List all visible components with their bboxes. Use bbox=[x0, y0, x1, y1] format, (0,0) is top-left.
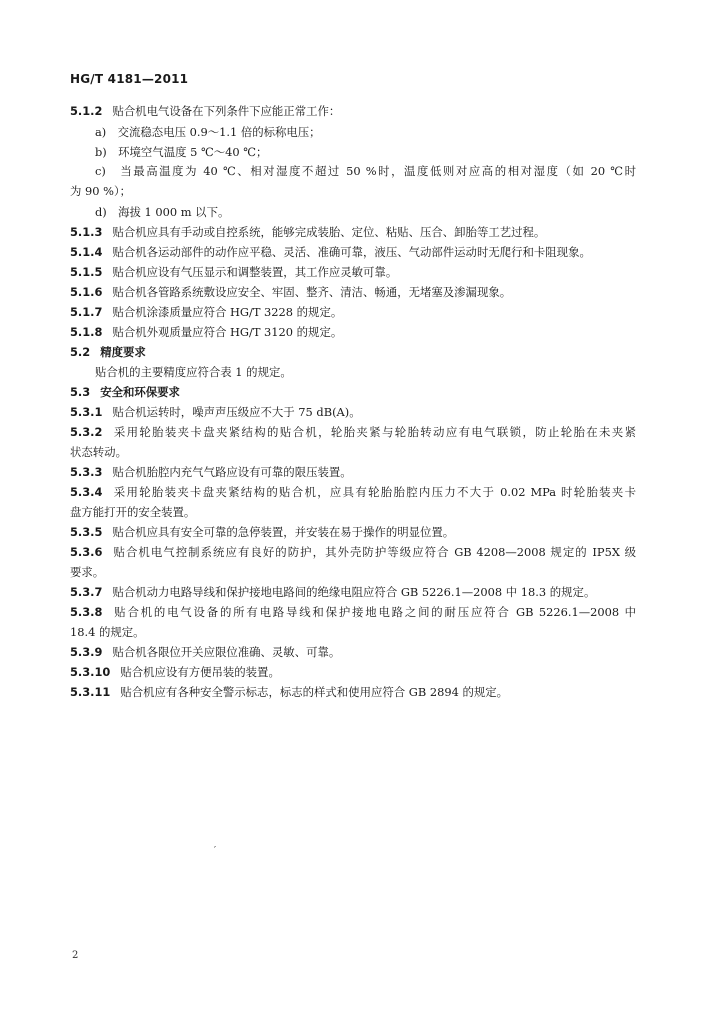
list-item-text: 为 90 %）； bbox=[70, 184, 132, 198]
list-item-c bbox=[95, 164, 636, 178]
clause-text: 贴合机动力电路导线和保护接地电路间的绝缘电阻应符合 GB 5226.1—2008 中 18.3 的规定。 bbox=[112, 585, 596, 599]
clause-text: 状态转动。 bbox=[70, 445, 127, 459]
section-5-2-text bbox=[95, 365, 292, 379]
clause-5-3-5 bbox=[70, 525, 454, 539]
clause-text: 贴合机应具有手动或自控系统，能够完成装胎、定位、粘贴、压合、卸胎等工艺过程。 bbox=[112, 225, 546, 239]
section-number: 5.2 bbox=[70, 345, 91, 359]
clause-5-3-2-cont bbox=[70, 445, 127, 459]
clause-5-3-11 bbox=[70, 685, 508, 699]
clause-5-3-6-cont bbox=[70, 565, 104, 579]
clause-5-3-4 bbox=[70, 485, 636, 499]
clause-number: 5.3.3 bbox=[70, 465, 103, 479]
clause-text: 贴合机各管路系统敷设应安全、牢固、整齐、清洁、畅通，无堵塞及渗漏现象。 bbox=[112, 285, 512, 299]
clause-5-1-2 bbox=[70, 104, 340, 118]
clause-number: 5.3.10 bbox=[70, 665, 111, 679]
clause-5-1-4 bbox=[70, 245, 591, 259]
standard-header: HG/T 4181—2011 bbox=[70, 72, 189, 86]
clause-5-1-7 bbox=[70, 305, 342, 319]
section-title: 精度要求 bbox=[100, 345, 146, 359]
clause-number: 5.3.2 bbox=[70, 425, 103, 439]
clause-number: 5.3.8 bbox=[70, 605, 103, 619]
clause-text: 贴合机应具有安全可靠的急停装置，并安装在易于操作的明显位置。 bbox=[112, 525, 455, 539]
clause-5-1-5 bbox=[70, 265, 397, 279]
clause-number: 5.3.1 bbox=[70, 405, 103, 419]
clause-text: 贴合机应设有方便吊装的装置。 bbox=[120, 665, 280, 679]
clause-5-3-10 bbox=[70, 665, 280, 679]
clause-text: 18.4 的规定。 bbox=[70, 625, 145, 639]
stray-mark: ′ bbox=[214, 846, 217, 856]
clause-number: 5.1.5 bbox=[70, 265, 103, 279]
clause-number: 5.3.6 bbox=[70, 545, 103, 559]
clause-5-3-7 bbox=[70, 585, 595, 599]
clause-5-3-8-cont bbox=[70, 625, 145, 639]
clause-5-3-2 bbox=[70, 425, 636, 439]
section-5-3-heading bbox=[70, 385, 180, 399]
clause-5-1-3 bbox=[70, 225, 545, 239]
clause-number: 5.1.8 bbox=[70, 325, 103, 339]
clause-text: 贴合机运转时，噪声声压级应不大于 75 dB(A)。 bbox=[112, 405, 361, 419]
clause-text: 贴合机应设有气压显示和调整装置，其工作应灵敏可靠。 bbox=[112, 265, 398, 279]
clause-5-3-6 bbox=[70, 545, 636, 559]
clause-number: 5.1.4 bbox=[70, 245, 103, 259]
list-item-b bbox=[95, 145, 267, 159]
clause-number: 5.1.6 bbox=[70, 285, 103, 299]
list-item-text: b) 环境空气温度 5 ℃～40 ℃； bbox=[95, 145, 268, 159]
clause-5-3-9 bbox=[70, 645, 340, 659]
clause-number: 5.3.5 bbox=[70, 525, 103, 539]
clause-5-3-3 bbox=[70, 465, 352, 479]
clause-5-3-8 bbox=[70, 605, 636, 619]
list-item-d bbox=[95, 205, 229, 219]
clause-number: 5.3.7 bbox=[70, 585, 103, 599]
clause-number: 5.3.11 bbox=[70, 685, 111, 699]
clause-text: 盘方能打开的安全装置。 bbox=[70, 505, 196, 519]
paragraph-text: 贴合机的主要精度应符合表 1 的规定。 bbox=[95, 365, 292, 379]
clause-text: 采用轮胎装夹卡盘夹紧结构的贴合机，应具有轮胎胎腔内压力不大于 0.02 MPa 时轮胎装夹卡 bbox=[112, 485, 636, 499]
list-item-a bbox=[95, 125, 321, 139]
section-number: 5.3 bbox=[70, 385, 91, 399]
clause-5-1-6 bbox=[70, 285, 511, 299]
section-title: 安全和环保要求 bbox=[100, 385, 180, 399]
clause-text: 贴合机外观质量应符合 HG/T 3120 的规定。 bbox=[112, 325, 343, 339]
page-number: 2 bbox=[72, 950, 79, 961]
section-5-2-heading bbox=[70, 345, 146, 359]
clause-5-3-4-cont bbox=[70, 505, 195, 519]
clause-text: 贴合机应有各种安全警示标志，标志的样式和使用应符合 GB 2894 的规定。 bbox=[120, 685, 509, 699]
clause-number: 5.3.4 bbox=[70, 485, 103, 499]
clause-number: 5.1.3 bbox=[70, 225, 103, 239]
clause-text: 贴合机电气控制系统应有良好的防护，其外壳防护等级应符合 GB 4208—2008 规定的 IP5X 级 bbox=[112, 545, 636, 559]
clause-text: 采用轮胎装夹卡盘夹紧结构的贴合机，轮胎夹紧与轮胎转动应有电气联锁，防止轮胎在未夹紧 bbox=[112, 425, 636, 439]
clause-number: 5.1.2 bbox=[70, 104, 103, 118]
list-item-c-cont bbox=[70, 184, 131, 198]
clause-5-3-1 bbox=[70, 405, 361, 419]
clause-number: 5.3.9 bbox=[70, 645, 103, 659]
clause-text: 贴合机涂漆质量应符合 HG/T 3228 的规定。 bbox=[112, 305, 343, 319]
clause-text: 贴合机电气设备在下列条件下应能正常工作： bbox=[112, 104, 341, 118]
list-item-text: c) 当最高温度为 40 ℃、相对湿度不超过 50 %时，温度低则对应高的相对湿度（如 20 ℃时 bbox=[95, 164, 636, 178]
list-item-text: d) 海拔 1 000 m 以下。 bbox=[95, 205, 230, 219]
clause-text: 贴合机胎腔内充气气路应设有可靠的限压装置。 bbox=[112, 465, 352, 479]
clause-number: 5.1.7 bbox=[70, 305, 103, 319]
clause-5-1-8 bbox=[70, 325, 342, 339]
list-item-text: a) 交流稳态电压 0.9～1.1 倍的标称电压； bbox=[95, 125, 321, 139]
clause-text: 贴合机的电气设备的所有电路导线和保护接地电路之间的耐压应符合 GB 5226.1—2008 中 bbox=[112, 605, 636, 619]
clause-text: 贴合机各运动部件的动作应平稳、灵活、准确可靠，液压、气动部件运动时无爬行和卡阻现象。 bbox=[112, 245, 591, 259]
clause-text: 要求。 bbox=[70, 565, 105, 579]
clause-text: 贴合机各限位开关应限位准确、灵敏、可靠。 bbox=[112, 645, 341, 659]
